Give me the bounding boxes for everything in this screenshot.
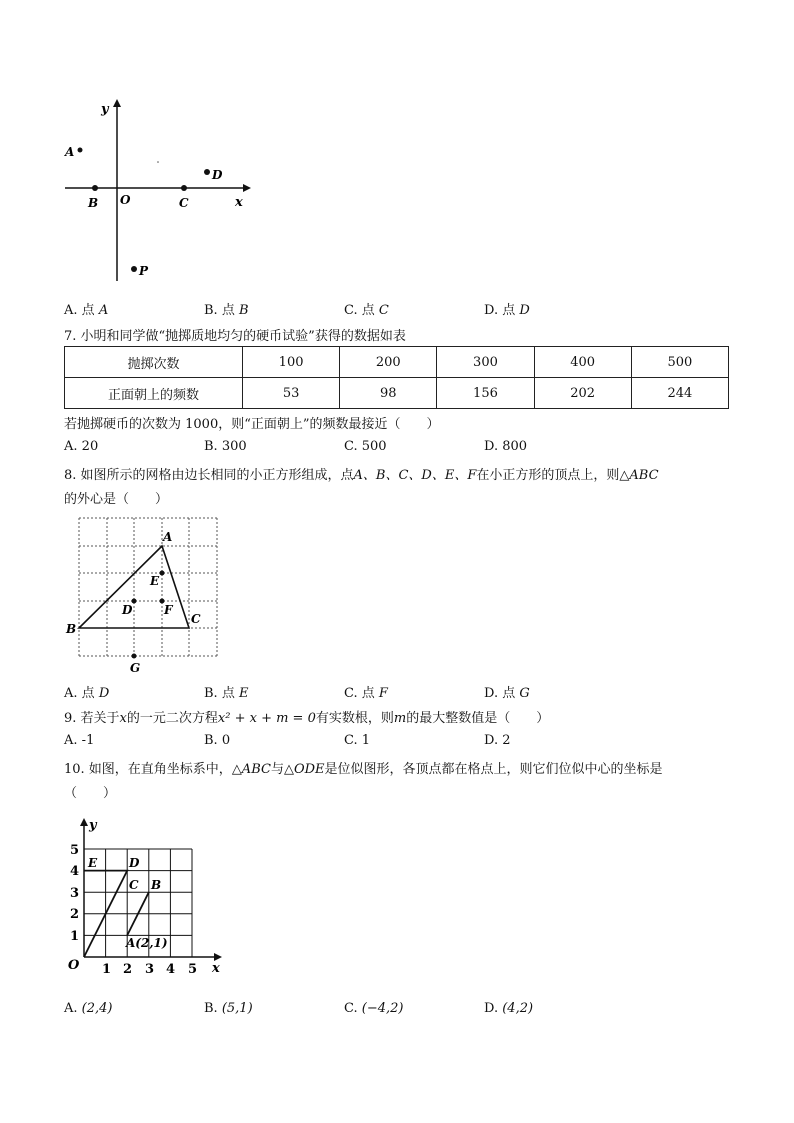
q8-option-a[interactable] (64, 682, 109, 701)
q8-option-c[interactable] (344, 682, 388, 701)
q10-label-d: D (129, 856, 140, 870)
q10-stem-line-2: （ ） (64, 786, 117, 801)
q8-point-g (132, 654, 137, 659)
q10-x-label: x (212, 961, 220, 976)
table-header-cell: 抛掷次数 (65, 347, 243, 378)
option-letter: B. (204, 686, 218, 701)
option-text: 20 (81, 439, 99, 454)
option-letter: A. (64, 686, 78, 701)
q6-stray-dot (157, 161, 159, 163)
q8-label-e: E (150, 574, 160, 588)
table-cell: 300 (437, 347, 534, 378)
q6-point-c (181, 185, 187, 191)
q8-label-b: B (66, 622, 77, 636)
option-letter: B. (204, 439, 218, 454)
option-text: 1 (361, 733, 371, 748)
q9-option-a[interactable] (64, 733, 94, 748)
option-letter: C. (344, 686, 358, 701)
q8-stem-line-2: 的外心是（ ） (64, 492, 169, 507)
option-var: E (238, 686, 249, 701)
q10-x-arrow (214, 953, 222, 961)
q7-option-b[interactable] (204, 439, 247, 454)
table-cell: 98 (340, 378, 437, 409)
q6-origin-label: O (120, 193, 131, 207)
q6-label-c: C (179, 196, 189, 210)
q10-stem-part: 与 (270, 762, 284, 777)
table-row (65, 347, 729, 378)
q8-stem-part: 8. 如图所示的网格由边长相同的小正方形组成，点 (64, 468, 354, 483)
option-letter: B. (204, 1001, 218, 1016)
table-cell: 100 (243, 347, 340, 378)
option-text: 300 (221, 439, 247, 454)
q7-option-c[interactable] (344, 439, 387, 454)
q8-grid-figure (62, 510, 222, 678)
q10-label-a: A(2,1) (126, 936, 168, 950)
q8-label-c: C (191, 612, 201, 626)
option-letter: C. (344, 303, 358, 318)
q10-option-c[interactable] (344, 1001, 403, 1016)
option-var: B (238, 303, 249, 318)
q7-question: 若抛掷硬币的次数为 1000，则“正面朝上”的频数最接近（ ） (64, 417, 440, 432)
option-letter: C. (344, 1001, 358, 1016)
q10-y-tick: 3 (70, 886, 80, 901)
q9-stem (64, 707, 549, 726)
q10-y-tick: 1 (70, 929, 80, 944)
table-row (65, 378, 729, 409)
q10-label-b: B (151, 878, 162, 892)
q6-label-d: D (212, 168, 223, 182)
option-text: 500 (361, 439, 387, 454)
option-letter: B. (204, 303, 218, 318)
option-text: (4,2) (502, 1001, 534, 1016)
option-letter: D. (484, 686, 499, 701)
option-text: 2 (502, 733, 511, 748)
q6-option-d[interactable] (484, 299, 530, 318)
q6-label-b: B (88, 196, 99, 210)
q10-y-tick: 2 (70, 907, 80, 922)
q8-option-d[interactable] (484, 682, 530, 701)
q9-stem-part: 有实数根，则 (315, 711, 394, 726)
q7-option-a[interactable] (64, 439, 98, 454)
table-cell: 244 (631, 378, 728, 409)
q6-point-a (78, 148, 83, 153)
q7-option-d[interactable] (484, 439, 527, 454)
table-cell: 500 (631, 347, 728, 378)
table-cell: 202 (534, 378, 631, 409)
q9-var-m: m (393, 711, 407, 726)
q10-option-d[interactable] (484, 1001, 533, 1016)
q9-option-b[interactable] (204, 733, 230, 748)
q8-label-d: D (122, 603, 133, 617)
q10-y-tick: 5 (70, 843, 80, 858)
option-text: 点 (361, 303, 375, 318)
option-text: 点 (502, 303, 516, 318)
option-var: G (519, 686, 530, 701)
q10-option-b[interactable] (204, 1001, 253, 1016)
option-text: 0 (221, 733, 231, 748)
q8-stem-vars: A、B、C、D、E、F (353, 468, 477, 483)
option-text: (2,4) (81, 1001, 113, 1016)
option-text: (5,1) (221, 1001, 253, 1016)
q10-y-label: y (89, 818, 97, 833)
option-letter: D. (484, 439, 499, 454)
table-header-cell: 正面朝上的频数 (65, 378, 243, 409)
q10-label-e: E (88, 856, 98, 870)
q6-y-label: y (101, 102, 109, 117)
q9-option-d[interactable] (484, 733, 511, 748)
option-text: -1 (81, 733, 95, 748)
q9-stem-part: 9. 若关于 (64, 711, 120, 726)
option-var: F (378, 686, 388, 701)
table-cell: 400 (534, 347, 631, 378)
option-var: C (378, 303, 389, 318)
q6-option-b[interactable] (204, 299, 249, 318)
q8-label-a: A (163, 530, 173, 544)
q7-frequency-table (64, 346, 729, 409)
q10-triangle-ode: △ODE (283, 762, 325, 777)
option-letter: D. (484, 303, 499, 318)
option-letter: A. (64, 439, 78, 454)
q8-stem-line-1 (64, 464, 659, 483)
q10-origin-label: O (68, 958, 80, 973)
table-cell: 200 (340, 347, 437, 378)
q10-coordinate-grid-figure (62, 812, 232, 982)
q8-stem-triangle: △ABC (619, 468, 659, 483)
q10-y-arrow (80, 818, 88, 826)
option-text: 点 (502, 686, 516, 701)
option-letter: B. (204, 733, 218, 748)
q6-point-p (131, 266, 137, 272)
q8-dashed-grid (79, 518, 217, 656)
option-letter: A. (64, 733, 78, 748)
q10-x-tick: 4 (166, 962, 176, 977)
option-text: (−4,2) (361, 1001, 404, 1016)
option-text: 点 (81, 303, 95, 318)
q6-point-d (204, 169, 210, 175)
q6-x-arrow (243, 184, 251, 192)
option-letter: D. (484, 733, 499, 748)
q10-x-tick: 1 (102, 962, 112, 977)
option-text: 点 (361, 686, 375, 701)
q10-x-tick: 3 (145, 962, 155, 977)
option-text: 800 (502, 439, 528, 454)
q8-label-f: F (164, 603, 173, 617)
q6-option-c[interactable] (344, 299, 389, 318)
q6-coordinate-figure (55, 95, 255, 290)
q10-stem-part: 是位似图形，各顶点都在格点上，则它们位似中心的坐标是 (324, 762, 663, 777)
q6-label-a: A (65, 145, 75, 159)
option-letter: A. (64, 1001, 78, 1016)
q10-x-tick: 2 (123, 962, 133, 977)
option-var: D (98, 686, 110, 701)
q10-triangle-abc: △ABC (231, 762, 271, 777)
q9-stem-part: 的最大整数值是（ ） (406, 711, 550, 726)
q7-stem: 7. 小明和同学做“抛掷质地均匀的硬币试验”获得的数据如表 (64, 329, 406, 344)
option-var: D (519, 303, 530, 318)
option-text: 点 (221, 686, 235, 701)
table-cell: 156 (437, 378, 534, 409)
q10-option-a[interactable] (64, 1001, 113, 1016)
q10-y-tick: 4 (70, 864, 80, 879)
option-text: 点 (81, 686, 95, 701)
q8-label-g: G (130, 661, 141, 675)
option-var: A (98, 303, 109, 318)
q9-stem-part: 的一元二次方程 (126, 711, 218, 726)
table-cell: 53 (243, 378, 340, 409)
q6-y-arrow (113, 99, 121, 107)
option-letter: A. (64, 303, 78, 318)
q6-point-b (92, 185, 98, 191)
q9-option-c[interactable] (344, 733, 370, 748)
q9-var-x: x (119, 711, 127, 726)
q10-stem-part: 10. 如图，在直角坐标系中， (64, 762, 232, 777)
q10-stem-line-1 (64, 758, 663, 777)
option-text: 点 (221, 303, 235, 318)
q10-label-c: C (129, 878, 139, 892)
option-letter: C. (344, 439, 358, 454)
q8-stem-part: 在小正方形的顶点上，则 (476, 468, 620, 483)
q8-option-b[interactable] (204, 682, 248, 701)
option-letter: D. (484, 1001, 499, 1016)
q6-option-a[interactable] (64, 299, 108, 318)
q6-x-label: x (235, 195, 243, 210)
q6-label-p: P (139, 264, 149, 278)
q10-x-tick: 5 (188, 962, 198, 977)
q9-equation: x² + x + m = 0 (217, 711, 316, 726)
option-letter: C. (344, 733, 358, 748)
q8-point-e (160, 571, 165, 576)
